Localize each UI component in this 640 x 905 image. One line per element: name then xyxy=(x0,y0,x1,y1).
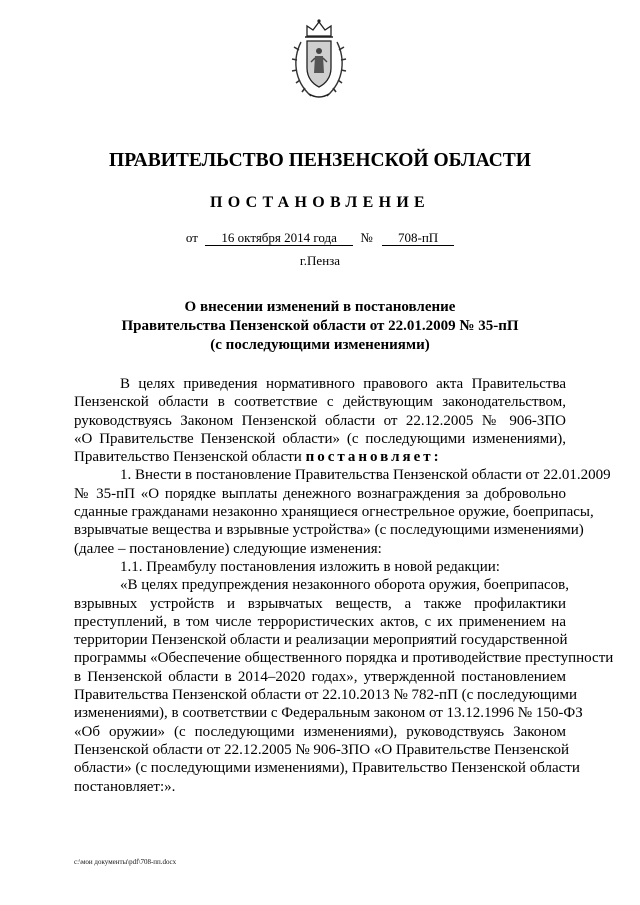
body-line: Правительства Пензенской области от 22.10.2013 № 782-пП (с последующими xyxy=(74,687,577,704)
date-number-line xyxy=(0,230,640,246)
body-line: (далее – постановление) следующие изменения: xyxy=(74,540,382,557)
coat-of-arms-emblem xyxy=(291,18,347,102)
body-line: 1. Внести в постановление Правительства Пензенской области от 22.01.2009 xyxy=(120,467,611,484)
body-line: «В целях предупреждения незаконного оборота оружия, боеприпасов, xyxy=(120,577,569,594)
file-path-footer: c:\мои документы\pdf\708-пп.docx xyxy=(74,858,177,866)
body-line: в Пензенской области в 2014–2020 годах», утвержденной постановлением xyxy=(74,668,566,685)
body-line: взрывных устройств и взрывчатых веществ, а также профилактики xyxy=(74,595,566,612)
organization-name: ПРАВИТЕЛЬСТВО ПЕНЗЕНСКОЙ ОБЛАСТИ xyxy=(109,150,531,171)
body-line: территории Пензенской области и реализации мероприятий государственной xyxy=(74,632,568,649)
body-line: преступлений, в том числе террористических актов, с их применением на xyxy=(74,613,566,630)
document-title xyxy=(60,298,580,355)
decree-keyword: постановляет: xyxy=(305,449,442,466)
body-line: Пензенской области от 22.12.2005 № 906-ЗПО «О Правительстве Пензенской xyxy=(74,741,569,758)
body-line: программы «Обеспечение общественного порядка и противодействие преступности xyxy=(74,650,614,667)
body-line: № 35-пП «О порядке выплаты денежного вознаграждения за добровольно xyxy=(74,485,566,502)
title-line: (с последующими изменениями) xyxy=(210,337,430,353)
document-number: 708-пП xyxy=(382,230,454,246)
body-line: Пензенской области в соответствие с действующим законодательством, xyxy=(74,394,566,411)
city-name: г.Пенза xyxy=(299,253,341,268)
title-line: О внесении изменений в постановление xyxy=(184,299,456,315)
document-body xyxy=(74,375,614,796)
title-line: Правительства Пензенской области от 22.01.2009 № 35-пП xyxy=(121,318,519,334)
body-line xyxy=(74,448,566,466)
body-line: 1.1. Преамбулу постановления изложить в новой редакции: xyxy=(120,558,500,575)
body-line: руководствуясь Законом Пензенской области от 22.12.2005 № 906-ЗПО xyxy=(74,412,566,429)
body-line: В целях приведения нормативного правового акта Правительства xyxy=(120,376,566,392)
body-line: «Об оружии» (с последующими изменениями), руководствуясь Законом xyxy=(74,723,566,740)
body-line: взрывчатые вещества и взрывные устройства» (с последующими изменениями) xyxy=(74,522,584,539)
document-type: ПОСТАНОВЛЕНИЕ xyxy=(209,194,431,211)
body-line: области» (с последующими изменениями), Правительство Пензенской области xyxy=(74,760,580,777)
number-sign: № xyxy=(360,230,373,245)
document-date: 16 октября 2014 года xyxy=(205,230,353,246)
date-prefix: от xyxy=(185,230,198,245)
body-text: Правительство Пензенской области xyxy=(74,449,302,466)
body-line: сданные гражданами незаконно хранящиеся огнестрельное оружие, боеприпасы, xyxy=(74,504,594,521)
body-line: «О Правительстве Пензенской области» (с последующими изменениями), xyxy=(74,430,566,447)
body-line: постановляет:». xyxy=(74,778,176,795)
body-line: изменениями), в соответствии с Федеральным законом от 13.12.1996 № 150-ФЗ xyxy=(74,705,583,722)
